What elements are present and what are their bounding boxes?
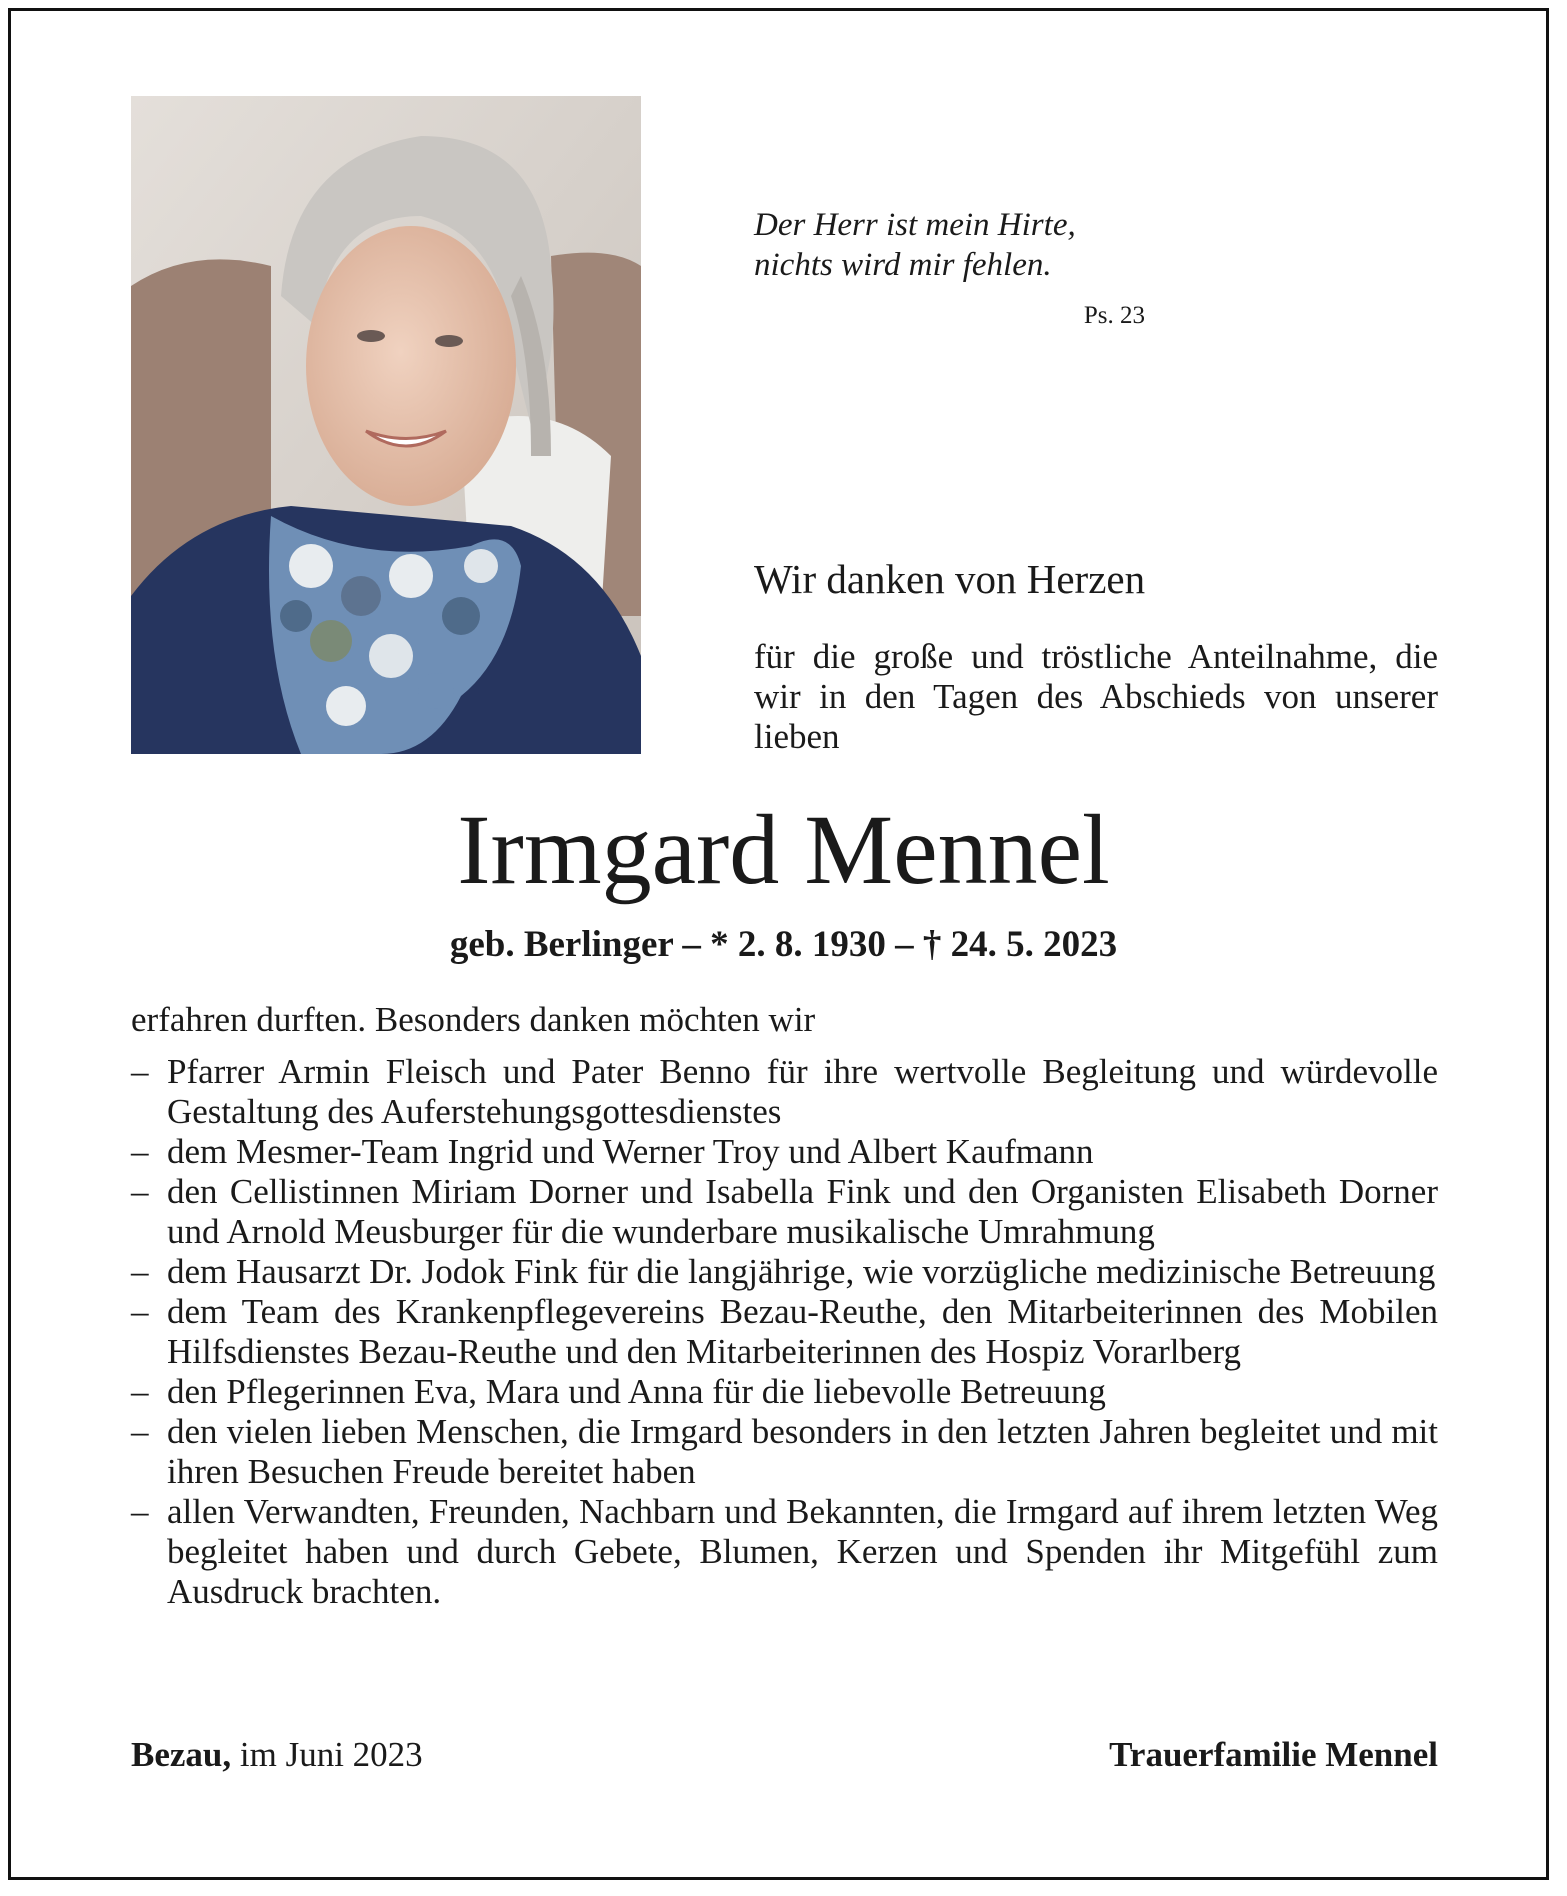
thanks-list: [131, 1052, 1438, 1612]
list-item: – dem Mesmer-Team Ingrid und Werner Troy und Albert Kaufmann: [131, 1132, 1094, 1171]
list-dash: –: [131, 1052, 149, 1091]
list-item: – den vielen lieben Menschen, die Irmgard besonders in den letzten Jahren begleitet und mit ihren Besuchen Freude bereitet haben: [131, 1412, 1438, 1491]
list-dash: –: [131, 1252, 149, 1291]
quote-line-2: nichts wird mir fehlen.: [754, 247, 1052, 283]
deceased-details: geb. Berlinger – * 2. 8. 1930 – † 24. 5. 2023: [449, 924, 1118, 965]
thanks-heading: Wir danken von Herzen: [754, 556, 1146, 602]
list-dash: –: [131, 1132, 149, 1171]
list-dash: –: [131, 1492, 149, 1531]
footer-signature: Trauerfamilie Mennel: [1109, 1735, 1438, 1774]
list-item: – Pfarrer Armin Fleisch und Pater Benno für ihre wertvolle Begleitung und würdevolle Gestaltung des Auferstehungsgottesdienstes: [131, 1052, 1438, 1131]
intro-text: für die große und tröstliche Anteilnahme, die wir in den Tagen des Abschieds von unserer lieben: [754, 637, 1438, 756]
list-dash: –: [131, 1372, 149, 1411]
deceased-name: Irmgard Mennel: [457, 794, 1110, 905]
list-dash: –: [131, 1172, 149, 1211]
quote-reference: Ps. 23: [1083, 302, 1145, 329]
list-item: – den Pflegerinnen Eva, Mara und Anna für die liebevolle Betreuung: [131, 1372, 1106, 1411]
list-dash: –: [131, 1292, 149, 1331]
list-item: – dem Team des Krankenpflegevereins Bezau-Reuthe, den Mitarbeiterinnen des Mobilen Hilfsdienstes Bezau-Reuthe und den Mitarbeiterinnen des Hospiz Vorarlberg: [131, 1292, 1438, 1371]
lead-text: erfahren durften. Besonders danken möchten wir: [131, 1000, 816, 1039]
portrait-photo: [131, 96, 641, 754]
bible-quote: [754, 205, 1154, 285]
footer-place-date: [131, 1735, 423, 1775]
list-dash: –: [131, 1412, 149, 1451]
list-item: – allen Verwandten, Freunden, Nachbarn und Bekannten, die Irmgard auf ihrem letzten Weg begleitet haben und durch Gebete, Blumen, Kerzen und Spenden ihr Mitgefühl zum Ausdruck brachten.: [131, 1492, 1438, 1611]
footer-date: im Juni 2023: [239, 1735, 423, 1774]
footer-place: Bezau,: [131, 1735, 232, 1774]
list-item: – den Cellistinnen Miriam Dorner und Isabella Fink und den Organisten Elisabeth Dorner und Arnold Meusburger für die wunderbare musikalische Umrahmung: [131, 1172, 1438, 1251]
list-item: – dem Hausarzt Dr. Jodok Fink für die langjährige, wie vorzügliche medizinische Betreuung: [131, 1252, 1436, 1291]
quote-line-1: Der Herr ist mein Hirte,: [754, 207, 1076, 243]
portrait-illustration: [131, 96, 641, 754]
